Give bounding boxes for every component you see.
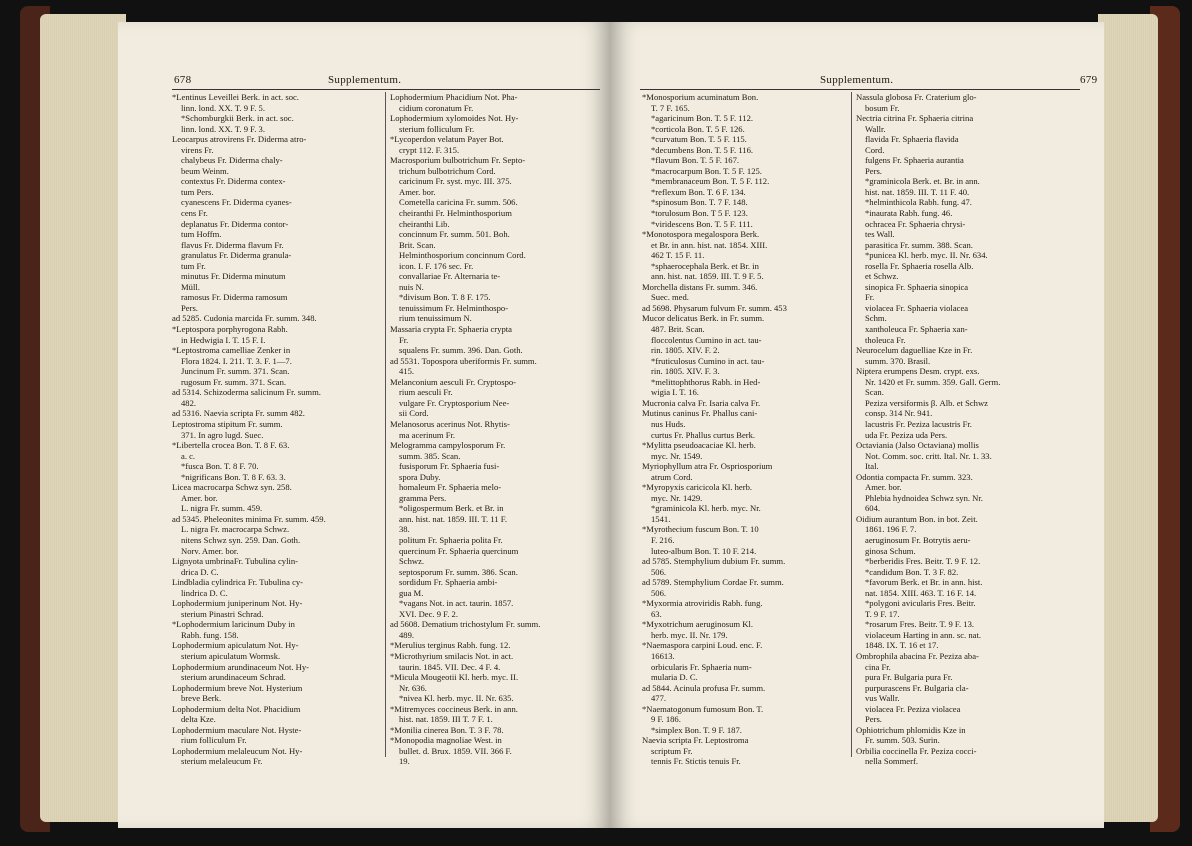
- entry-line: ad 5285. Cudonia marcida Fr. summ. 348.: [172, 313, 317, 324]
- entry-line: ad 5844. Acinula profusa Fr. summ.: [642, 682, 766, 693]
- entry-line: 415.: [399, 366, 415, 377]
- entry-line: summ. 370. Brasil.: [865, 355, 931, 366]
- entry-line: Phlebia hydnoidea Schwz syn. Nr.: [865, 492, 983, 503]
- entry-line: 19.: [399, 756, 410, 767]
- entry-line: cina Fr.: [865, 661, 891, 672]
- entry-line: Lophodermium melaleucum Not. Hy-: [172, 745, 303, 756]
- entry-line: tholeuca Fr.: [865, 334, 906, 345]
- entry-line: *inaurata Rabh. fung. 46.: [865, 208, 953, 219]
- entry-line: herb. myc. II. Nr. 179.: [651, 629, 728, 640]
- entry-line: *oligospermum Berk. et Br. in: [399, 503, 504, 514]
- entry-line: concinnum Fr. summ. 501. Boh.: [399, 229, 510, 240]
- entry-line: *spinosum Bon. T. 7 F. 148.: [651, 197, 748, 208]
- entry-line: *agaricinum Bon. T. 5 F. 112.: [651, 113, 754, 124]
- entry-line: violacea Fr. Sphaeria violacea: [865, 302, 969, 313]
- entry-line: *Mitremyces coccineus Berk. in ann.: [390, 703, 518, 714]
- entry-line: a. c.: [181, 450, 196, 461]
- entry-line: ramosus Fr. Diderma ramosum: [181, 292, 288, 303]
- entry-line: Amer. bor.: [399, 186, 436, 197]
- entry-line: *graminicola Kl. herb. myc. Nr.: [651, 503, 761, 514]
- entry-line: vulgare Fr. Cryptosporium Nee-: [399, 397, 510, 408]
- entry-line: ann. hist. nat. 1859. III. T. 9 F. 5.: [651, 271, 764, 282]
- entry-line: Lophodermium delta Not. Phacidium: [172, 703, 301, 714]
- entry-line: convallariae Fr. Alternaria te-: [399, 271, 501, 282]
- entry-line: Naevia scripta Fr. Leptostroma: [642, 735, 749, 746]
- right-column-separator: [851, 92, 852, 757]
- entry-line: *torulosum Bon. T 5 F. 123.: [651, 208, 748, 219]
- entry-line: ann. hist. nat. 1859. III. T. 11 F.: [399, 513, 507, 524]
- entry-line: L. nigra Fr. summ. 459.: [181, 503, 263, 514]
- entry-line: homaleum Fr. Sphaeria melo-: [399, 482, 502, 493]
- entry-line: curtus Fr. Phallus curtus Berk.: [651, 429, 756, 440]
- entry-line: flavus Fr. Diderma flavum Fr.: [181, 239, 284, 250]
- entry-line: Melogramma campylosporum Fr.: [390, 440, 506, 451]
- entry-line: Schwz.: [399, 556, 425, 567]
- entry-line: tum Fr.: [181, 260, 206, 271]
- entry-line: *fruticulosus Cumino in act. tau-: [651, 355, 765, 366]
- entry-line: et Schwz.: [865, 271, 899, 282]
- entry-line: *Myropyxis caricicola Kl. herb.: [642, 482, 753, 493]
- entry-line: aeruginosum Fr. Botrytis aeru-: [865, 534, 971, 545]
- entry-line: nat. 1854. XIII. 463. T. 16 F. 14.: [865, 587, 977, 598]
- entry-line: lindrica D. C.: [181, 587, 228, 598]
- entry-line: ad 5531. Topospora uberiformis Fr. summ.: [390, 355, 537, 366]
- entry-line: Wallr.: [865, 123, 886, 134]
- right-page-number: 679: [1080, 74, 1098, 86]
- entry-line: parasitica Fr. summ. 388. Scan.: [865, 239, 973, 250]
- entry-line: Scan.: [865, 387, 884, 398]
- entry-line: Morchella distans Fr. summ. 346.: [642, 281, 758, 292]
- entry-line: uda Fr. Peziza uda Pers.: [865, 429, 948, 440]
- entry-line: 462 T. 15 F. 11.: [651, 250, 705, 261]
- entry-line: 506.: [651, 566, 667, 577]
- entry-line: sterium Pinastri Schrad.: [181, 608, 264, 619]
- entry-line: atrum Cord.: [651, 471, 693, 482]
- entry-line: flavida Fr. Sphaeria flavida: [865, 134, 959, 145]
- entry-line: F. 216.: [651, 534, 675, 545]
- entry-line: Neurocelum daguelliae Kze in Fr.: [856, 345, 973, 356]
- entry-line: Massaria crypta Fr. Sphaeria crypta: [390, 324, 512, 335]
- entry-line: Peziza versiformis β. Alb. et Schwz: [865, 397, 988, 408]
- entry-line: Lophodermium maculare Not. Hyste-: [172, 724, 302, 735]
- entry-line: *melittophthorus Rabh. in Hed-: [651, 376, 761, 387]
- entry-line: politum Fr. Sphaeria polita Fr.: [399, 534, 503, 545]
- entry-line: 9 F. 186.: [651, 714, 681, 725]
- entry-line: ad 5789. Stemphylium Cordae Fr. summ.: [642, 577, 784, 588]
- entry-line: Lophodermium apiculatum Not. Hy-: [172, 640, 299, 651]
- entry-line: XVI. Dec. 9 F. 2.: [399, 608, 458, 619]
- entry-line: septosporum Fr. summ. 386. Scan.: [399, 566, 518, 577]
- entry-line: *corticola Bon. T. 5 F. 126.: [651, 123, 745, 134]
- entry-line: Not. Comm. soc. critt. Ital. Nr. 1. 33.: [865, 450, 992, 461]
- entry-line: Müll.: [181, 281, 200, 292]
- right-running-head: Supplementum.: [820, 74, 894, 86]
- entry-line: Odontia compacta Fr. summ. 323.: [856, 471, 973, 482]
- entry-line: linn. lond. XX. T. 9 F. 5.: [181, 102, 265, 113]
- entry-line: rium tenuissimum N.: [399, 313, 472, 324]
- entry-line: Nectria citrina Fr. Sphaeria citrina: [856, 113, 974, 124]
- entry-line: 506.: [651, 587, 667, 598]
- entry-line: delta Kze.: [181, 714, 216, 725]
- entry-line: sterium melaleucum Fr.: [181, 756, 263, 767]
- entry-line: cidium coronatum Fr.: [399, 102, 474, 113]
- entry-line: mularia D. C.: [651, 672, 698, 683]
- entry-line: taurin. 1845. VII. Dec. 4 F. 4.: [399, 661, 501, 672]
- entry-line: contextus Fr. Diderma contex-: [181, 176, 286, 187]
- entry-line: *Microthyrium smilacis Not. in act.: [390, 650, 514, 661]
- entry-line: *decumbens Bon. T. 5 F. 116.: [651, 144, 754, 155]
- entry-line: *Naemaspora carpini Loud. enc. F.: [642, 640, 763, 651]
- left-column-2: [390, 92, 602, 767]
- entry-line: Macrosporium bulbotrichum Fr. Septo-: [390, 155, 526, 166]
- entry-line: Lophodermium juniperinum Not. Hy-: [172, 598, 303, 609]
- entry-line: *Monilia cinerea Bon. T. 3 F. 78.: [390, 724, 504, 735]
- entry-line: bullet. d. Brux. 1859. VII. 366 F.: [399, 745, 512, 756]
- entry-line: orbicularis Fr. Sphaeria num-: [651, 661, 752, 672]
- entry-line: tum Hoffm.: [181, 229, 222, 240]
- entry-line: Melanconium aesculi Fr. Cryptospo-: [390, 376, 517, 387]
- entry-line: violacea Fr. Peziza violacea: [865, 703, 961, 714]
- entry-line: Ital.: [865, 461, 879, 472]
- entry-line: 371. In agro lugd. Suec.: [181, 429, 264, 440]
- entry-line: Oidium aurantum Bon. in bot. Zeit.: [856, 513, 978, 524]
- entry-line: ad 5608. Dematium trichostylum Fr. summ.: [390, 619, 541, 630]
- entry-line: Juncinum Fr. summ. 371. Scan.: [181, 366, 290, 377]
- entry-line: hist. nat. 1859. III T. 7 F. 1.: [399, 714, 493, 725]
- entry-line: 487. Brit. Scan.: [651, 324, 705, 335]
- entry-line: summ. 385. Scan.: [399, 450, 461, 461]
- entry-line: vus Wallr.: [865, 693, 900, 704]
- entry-line: *Libertella crocea Bon. T. 8 F. 63.: [172, 440, 290, 451]
- entry-line: Amer. bor.: [181, 492, 218, 503]
- entry-line: myc. Nr. 1429.: [651, 492, 703, 503]
- entry-line: Lophodermium Phacidium Not. Pha-: [390, 92, 518, 102]
- entry-line: Lophodermium xylomoides Not. Hy-: [390, 113, 519, 124]
- entry-line: rugosum Fr. summ. 371. Scan.: [181, 376, 287, 387]
- entry-line: wigia I. T. 16.: [651, 387, 699, 398]
- entry-line: *vagans Not. in act. taurin. 1857.: [399, 598, 514, 609]
- entry-line: *reflexum Bon. T. 6 F. 134.: [651, 186, 746, 197]
- entry-line: *membranaceum Bon. T. 5 F. 112.: [651, 176, 770, 187]
- entry-line: *Schomburgkii Berk. in act. soc.: [181, 113, 294, 124]
- left-column-separator: [385, 92, 386, 757]
- left-page: [118, 22, 610, 828]
- entry-line: caricinum Fr. syst. myc. III. 375.: [399, 176, 512, 187]
- entry-line: *Naematogonum fumosum Bon. T.: [642, 703, 764, 714]
- entry-line: in Hedwigia I. T. 15 F. I.: [181, 334, 266, 345]
- entry-line: *nivea Kl. herb. myc. II. Nr. 635.: [399, 693, 514, 704]
- entry-line: T. 9 F. 17.: [865, 608, 900, 619]
- entry-line: ad 5785. Stemphylium dubium Fr. summ.: [642, 556, 786, 567]
- entry-line: quercinum Fr. Sphaeria quercinum: [399, 545, 519, 556]
- entry-line: nella Sommerf.: [865, 756, 918, 767]
- entry-line: Fr.: [399, 334, 409, 345]
- right-header-rule: [640, 89, 1080, 90]
- entry-line: linn. lond. XX. T. 9 F. 3.: [181, 123, 265, 134]
- entry-line: *helminthicola Rabh. fung. 47.: [865, 197, 972, 208]
- entry-line: Mucronia calva Fr. Isaria calva Fr.: [642, 397, 761, 408]
- entry-line: gua M.: [399, 587, 424, 598]
- entry-line: 16613.: [651, 650, 675, 661]
- entry-line: ad 5316. Naevia scripta Fr. summ 482.: [172, 408, 305, 419]
- entry-line: L. nigra Fr. macrocarpa Schwz.: [181, 524, 290, 535]
- entry-line: Melanosorus acerinus Not. Rhytis-: [390, 418, 510, 429]
- entry-line: breve Berk.: [181, 693, 222, 704]
- entry-line: rosella Fr. Sphaeria rosella Alb.: [865, 260, 974, 271]
- entry-line: *Mylitta pseudoacaciae Kl. herb.: [642, 440, 756, 451]
- entry-line: rin. 1805. XIV. F. 2.: [651, 345, 720, 356]
- entry-line: ochracea Fr. Sphaeria chrysi-: [865, 218, 966, 229]
- entry-line: *divisum Bon. T. 8 F. 175.: [399, 292, 491, 303]
- entry-line: 482.: [181, 397, 197, 408]
- entry-line: Nr. 636.: [399, 682, 427, 693]
- entry-line: xantholeuca Fr. Sphaeria xan-: [865, 324, 968, 335]
- page-edges-left: [40, 14, 126, 822]
- entry-line: drica D. C.: [181, 566, 219, 577]
- entry-line: Lophodermium breve Not. Hysterium: [172, 682, 303, 693]
- entry-line: consp. 314 Nr. 941.: [865, 408, 933, 419]
- entry-line: floccolentus Cumino in act. tau-: [651, 334, 762, 345]
- entry-line: Pers.: [181, 302, 198, 313]
- entry-line: rium folliculum Fr.: [181, 735, 247, 746]
- left-running-head: Supplementum.: [328, 74, 402, 86]
- entry-line: sterium folliculum Fr.: [399, 123, 475, 134]
- entry-line: Suec. med.: [651, 292, 689, 303]
- entry-line: fulgens Fr. Sphaeria aurantia: [865, 155, 964, 166]
- entry-line: Cometella caricina Fr. summ. 506.: [399, 197, 518, 208]
- entry-line: granulatus Fr. Diderma granula-: [181, 250, 292, 261]
- entry-line: *Leptostroma camelliae Zenker in: [172, 345, 291, 356]
- entry-line: trichum bulbotrichum Cord.: [399, 165, 496, 176]
- entry-line: *sphaerocephala Berk. et Br. in: [651, 260, 759, 271]
- entry-line: *favorum Berk. et Br. in ann. hist.: [865, 577, 983, 588]
- entry-line: tenuissimum Fr. Helminthospo-: [399, 302, 509, 313]
- entry-line: ginosa Schum.: [865, 545, 916, 556]
- entry-line: Flora 1824. I. 211. T. 3. F. 1—7.: [181, 355, 292, 366]
- entry-line: 604.: [865, 503, 881, 514]
- entry-line: purpurascens Fr. Bulgaria cla-: [865, 682, 969, 693]
- entry-line: Pers.: [865, 165, 882, 176]
- entry-line: *Myxotrichum aeruginosum Kl.: [642, 619, 753, 630]
- entry-line: tes Wall.: [865, 229, 895, 240]
- right-column-2: [856, 92, 1078, 767]
- left-page-number: 678: [174, 74, 192, 86]
- entry-line: *Lophodermium laricinum Duby in: [172, 619, 295, 630]
- entry-line: ad 5314. Schizoderma salicinum Fr. summ.: [172, 387, 321, 398]
- entry-line: *Monopodia magnoliae West. in: [390, 735, 502, 746]
- entry-line: Licea macrocarpa Schwz syn. 258.: [172, 482, 292, 493]
- entry-line: *Micula Mougeotii Kl. herb. myc. II.: [390, 672, 519, 683]
- entry-line: bosum Fr.: [865, 102, 900, 113]
- entry-line: ad 5345. Pheleonites minima Fr. summ. 459.: [172, 513, 326, 524]
- entry-line: minutus Fr. Diderma minutum: [181, 271, 286, 282]
- entry-line: *Myxormia atroviridis Rabh. fung.: [642, 598, 763, 609]
- entry-line: et Br. in ann. hist. nat. 1854. XIII.: [651, 239, 768, 250]
- entry-line: Ombrophila abacina Fr. Peziza aba-: [856, 650, 979, 661]
- entry-line: 1541.: [651, 513, 671, 524]
- entry-line: ma acerinum Fr.: [399, 429, 456, 440]
- entry-line: Fr.: [865, 292, 875, 303]
- entry-line: Niptera erumpens Desm. crypt. exs.: [856, 366, 980, 377]
- entry-line: 489.: [399, 629, 415, 640]
- entry-line: *candidum Bon. T. 3 F. 82.: [865, 566, 959, 577]
- entry-line: Lophodermium arundinaceum Not. Hy-: [172, 661, 309, 672]
- entry-line: Lignyota umbrinaFr. Tubulina cylin-: [172, 556, 299, 567]
- entry-line: nuis N.: [399, 281, 424, 292]
- entry-line: Leocarpus atrovirens Fr. Diderma atro-: [172, 134, 307, 145]
- entry-line: Schm.: [865, 313, 887, 324]
- entry-line: *fusca Bon. T. 8 F. 70.: [181, 461, 259, 472]
- entry-line: sinopica Fr. Sphaeria sinopica: [865, 281, 969, 292]
- entry-line: 38.: [399, 524, 410, 535]
- entry-line: Myriophyllum atra Fr. Ospriosporium: [642, 461, 773, 472]
- entry-line: sterium arundinaceum Schrad.: [181, 672, 286, 683]
- entry-line: 477.: [651, 693, 667, 704]
- entry-line: *flavum Bon. T. 5 F. 167.: [651, 155, 740, 166]
- entry-line: *Monotospora megalospora Berk.: [642, 229, 760, 240]
- entry-line: Cord.: [865, 144, 885, 155]
- entry-line: *viridescens Bon. T. 5 F. 111.: [651, 218, 753, 229]
- entry-line: cyanescens Fr. Diderma cyanes-: [181, 197, 292, 208]
- entry-line: *berberidis Fres. Beitr. T. 9 F. 12.: [865, 556, 981, 567]
- entry-line: Leptostroma stipitum Fr. summ.: [172, 418, 283, 429]
- entry-line: Norv. Amer. bor.: [181, 545, 239, 556]
- entry-line: Mutinus caninus Fr. Phallus cani-: [642, 408, 758, 419]
- entry-line: *Leptospora porphyrogona Rabh.: [172, 324, 288, 335]
- entry-line: Mucor delicatus Berk. in Fr. summ.: [642, 313, 765, 324]
- entry-line: T. 7 F. 165.: [651, 102, 690, 113]
- entry-line: Pers.: [865, 714, 882, 725]
- entry-line: nitens Schwz syn. 259. Dan. Goth.: [181, 534, 301, 545]
- entry-line: scriptum Fr.: [651, 745, 693, 756]
- entry-line: Fr. summ. 503. Surin.: [865, 735, 940, 746]
- entry-line: fusisporum Fr. Sphaeria fusi-: [399, 461, 500, 472]
- right-column-1: [642, 92, 848, 767]
- entry-line: rium aesculi Fr.: [399, 387, 453, 398]
- entry-line: sterium apiculatum Wormsk.: [181, 650, 281, 661]
- entry-line: chalybeus Fr. Diderma chaly-: [181, 155, 283, 166]
- entry-line: sii Cord.: [399, 408, 429, 419]
- entry-line: gramma Pers.: [399, 492, 447, 503]
- entry-line: cens Fr.: [181, 208, 208, 219]
- left-header-rule: [172, 89, 600, 90]
- entry-line: beum Weinm.: [181, 165, 229, 176]
- entry-line: 63.: [651, 608, 662, 619]
- entry-line: *Monosporium acuminatum Bon.: [642, 92, 759, 102]
- entry-line: cheiranthi Fr. Helminthosporium: [399, 208, 512, 219]
- entry-line: *simplex Bon. T. 9 F. 187.: [651, 724, 742, 735]
- entry-line: hist. nat. 1859. III. T. 11 F. 40.: [865, 186, 970, 197]
- entry-line: 1861. 196 F. 7.: [865, 524, 917, 535]
- entry-line: virens Fr.: [181, 144, 214, 155]
- entry-line: icon. I. F. 176 sec. Fr.: [399, 260, 474, 271]
- entry-line: tennis Fr. Stictis tenuis Fr.: [651, 756, 741, 767]
- entry-line: rin. 1805. XIV. F. 3.: [651, 366, 720, 377]
- entry-line: *rosarum Fres. Beitr. T. 9 F. 13.: [865, 619, 975, 630]
- entry-line: *polygoni avicularis Fres. Beitr.: [865, 598, 976, 609]
- entry-line: cheiranthi Lib.: [399, 218, 450, 229]
- entry-line: Nr. 1420 et Fr. summ. 359. Gall. Germ.: [865, 376, 1001, 387]
- entry-line: Lindbladia cylindrica Fr. Tubulina cy-: [172, 577, 304, 588]
- entry-line: *curvatum Bon. T. 5 F. 115.: [651, 134, 747, 145]
- entry-line: *Lentinus Leveillei Berk. in act. soc.: [172, 92, 299, 102]
- entry-line: Orbilia coccinella Fr. Peziza cocci-: [856, 745, 977, 756]
- entry-line: *Merulius terginus Rabh. fung. 12.: [390, 640, 511, 651]
- entry-line: Amer. bor.: [865, 482, 902, 493]
- entry-line: Nassula globosa Fr. Craterium glo-: [856, 92, 977, 102]
- entry-line: *punicea Kl. herb. myc. II. Nr. 634.: [865, 250, 988, 261]
- entry-line: Ophiotrichum phlomidis Kze in: [856, 724, 966, 735]
- entry-line: Helminthosporium concinnum Cord.: [399, 250, 526, 261]
- entry-line: nus Huds.: [651, 418, 686, 429]
- entry-line: Octaviania (Jalso Octaviana) mollis: [856, 440, 979, 451]
- entry-line: pura Fr. Bulgaria pura Fr.: [865, 672, 953, 683]
- right-page: [610, 22, 1104, 828]
- entry-line: *nigrificans Bon. T. 8 F. 63. 3.: [181, 471, 286, 482]
- entry-line: ad 5698. Physarum fulvum Fr. summ. 453: [642, 302, 787, 313]
- entry-line: violaceum Harting in ann. sc. nat.: [865, 629, 981, 640]
- entry-line: *Myrothecium fuscum Bon. T. 10: [642, 524, 759, 535]
- entry-line: spora Duby.: [399, 471, 441, 482]
- entry-line: *Lycoperdon velatum Payer Bot.: [390, 134, 504, 145]
- left-column-1: [172, 92, 382, 767]
- entry-line: *macrocarpum Bon. T. 5 F. 125.: [651, 165, 762, 176]
- entry-line: crypt 112. F. 315.: [399, 144, 460, 155]
- entry-line: lacustris Fr. Peziza lacustris Fr.: [865, 418, 972, 429]
- entry-line: squalens Fr. summ. 396. Dan. Goth.: [399, 345, 523, 356]
- entry-line: sordidum Fr. Sphaeria ambi-: [399, 577, 498, 588]
- entry-line: Brit. Scan.: [399, 239, 436, 250]
- entry-line: myc. Nr. 1549.: [651, 450, 703, 461]
- entry-line: Rabh. fung. 158.: [181, 629, 239, 640]
- entry-line: 1848. IX. T. 16 et 17.: [865, 640, 939, 651]
- entry-line: *graminicola Berk. et. Br. in ann.: [865, 176, 980, 187]
- page-edges-right: [1098, 14, 1158, 822]
- entry-line: tum Pers.: [181, 186, 214, 197]
- entry-line: deplanatus Fr. Diderma contor-: [181, 218, 289, 229]
- entry-line: luteo-album Bon. T. 10 F. 214.: [651, 545, 757, 556]
